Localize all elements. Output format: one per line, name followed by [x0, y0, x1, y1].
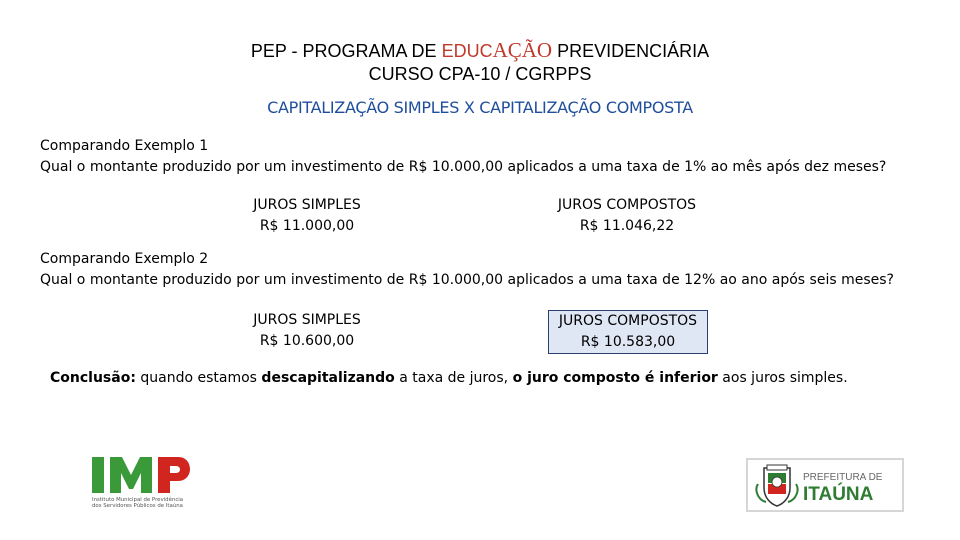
example1-simple-value: R$ 11.000,00	[259, 218, 355, 234]
course-title: CURSO CPA-10 / CGRPPS	[368, 64, 592, 84]
example2-simple-result	[240, 310, 374, 352]
example1-heading: Comparando Exemplo 1	[40, 138, 209, 154]
title-suffix: PREVIDENCIÁRIA	[552, 41, 710, 61]
example1-question: Qual o montante produzido por um investimento de R$ 10.000,00 aplicados a uma taxa de 1% ao mês após dez meses?	[40, 159, 887, 175]
example2-simple-label: JUROS SIMPLES	[253, 312, 361, 328]
page-title	[0, 38, 960, 63]
example2-heading: Comparando Exemplo 2	[40, 251, 209, 267]
imp-logo-graphic	[90, 455, 200, 510]
section-subtitle: CAPITALIZAÇÃO SIMPLES X CAPITALIZAÇÃO COMPOSTA	[267, 98, 693, 117]
example2-compound-value: R$ 10.583,00	[580, 334, 676, 350]
imp-logo	[90, 455, 200, 510]
city-crest-icon	[756, 465, 797, 506]
example2-compound-label: JUROS COMPOSTOS	[558, 313, 698, 329]
conclusion-part1: quando estamos	[135, 370, 262, 386]
city-hall-logo	[746, 458, 904, 512]
example2-question: Qual o montante produzido por um investimento de R$ 10.000,00 aplicados a uma taxa de 12% ao ano após seis meses?	[40, 272, 894, 288]
imp-caption-line1: Instituto Municipal de Previdência	[92, 497, 184, 503]
example1-compound-result	[540, 195, 714, 237]
example2-simple-value: R$ 10.600,00	[259, 333, 355, 349]
conclusion-label: Conclusão:	[50, 370, 136, 386]
example1-compound-value: R$ 11.046,22	[579, 218, 675, 234]
city-line2: ITAÚNA	[803, 484, 874, 505]
city-line1: PREFEITURA DE	[803, 472, 883, 483]
conclusion-text	[50, 370, 848, 386]
example1-compound-label: JUROS COMPOSTOS	[557, 197, 697, 213]
example1-simple-result	[240, 195, 374, 237]
example1-simple-label: JUROS SIMPLES	[253, 197, 361, 213]
imp-caption-line2: dos Servidores Públicos de Itaúna	[92, 503, 183, 509]
title-acao: AÇÃO	[492, 38, 553, 62]
conclusion-bold2: o juro composto é inferior	[512, 370, 718, 386]
example2-compound-result	[548, 310, 708, 354]
title-prefix: PEP - PROGRAMA DE	[250, 41, 442, 61]
city-logo-graphic	[748, 460, 902, 510]
conclusion-part3: aos juros simples.	[717, 370, 848, 386]
conclusion-part2: a taxa de juros,	[394, 370, 513, 386]
title-educ: EDUC	[441, 41, 493, 61]
conclusion-bold1: descapitalizando	[261, 370, 395, 386]
